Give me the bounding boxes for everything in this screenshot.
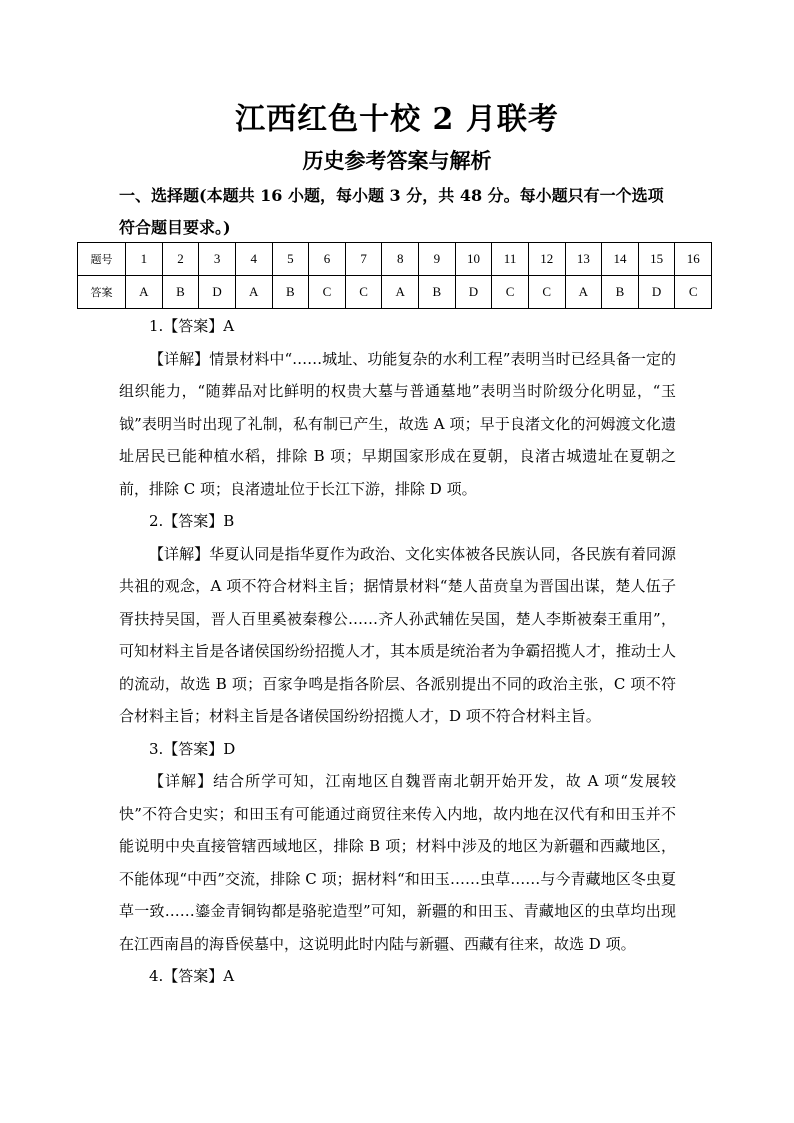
answer-cell: B — [272, 276, 309, 309]
answer-cell: C — [309, 276, 346, 309]
question-number-cell: 7 — [345, 243, 382, 276]
answer-cell: B — [602, 276, 639, 309]
answer-cell: D — [638, 276, 675, 309]
question-number-cell: 13 — [565, 243, 602, 276]
question-number-cell: 15 — [638, 243, 675, 276]
question-number-cell: 12 — [528, 243, 565, 276]
item-1-answer: 1.【答案】A — [149, 317, 235, 335]
answer-cell: A — [126, 276, 163, 309]
answer-cell: C — [345, 276, 382, 309]
question-number-cell: 10 — [455, 243, 492, 276]
page-title: 江西红色十校 2 月联考 — [235, 102, 559, 137]
answer-table — [77, 242, 712, 309]
answer-cell: C — [675, 276, 712, 309]
question-number-cell: 3 — [199, 243, 236, 276]
answer-cell: B — [419, 276, 456, 309]
question-number-cell: 1 — [126, 243, 163, 276]
answer-explanations — [119, 310, 676, 993]
answer-cell: A — [235, 276, 272, 309]
answer-row — [78, 276, 712, 309]
question-number-cell: 6 — [309, 243, 346, 276]
question-number-cell: 11 — [492, 243, 529, 276]
row-label-answer: 答案 — [78, 276, 126, 309]
question-number-cell: 14 — [602, 243, 639, 276]
section-heading: 一、选择题(本题共 16 小题，每小题 3 分，共 48 分。每小题只有一个选项符合题目要求。) — [119, 186, 664, 237]
answer-cell: A — [382, 276, 419, 309]
item-3-detail: 【详解】结合所学可知，江南地区自魏晋南北朝开始开发，故 A 项“发展较快”不符合史实；和田玉有可能通过商贸往来传入内地，故内地在汉代有和田玉并不能说明中央直接管辖西域地区，排除 B 项；材料中涉及的地区为新疆和西藏地区，不能体现“中西”交流，排除 C 项；据材料“和田玉……虫草……与今青藏地区冬虫夏草一致……鎏金青铜钩都是骆驼造型”可知，新疆的和田玉、青藏地区的虫草均出现在江西南昌的海昏侯墓中，这说明此时内陆与新疆、西藏有往来，故选 D 项。 — [119, 772, 676, 953]
question-number-row — [78, 243, 712, 276]
question-number-cell: 9 — [419, 243, 456, 276]
answer-cell: D — [199, 276, 236, 309]
item-2-detail: 【详解】华夏认同是指华夏作为政治、文化实体被各民族认同，各民族有着同源共祖的观念，A 项不符合材料主旨；据情景材料“楚人苗贲皇为晋国出谋，楚人伍子胥扶持吴国，晋人百里奚被秦穆公……齐人孙武辅佐吴国，楚人李斯被秦王重用”，可知材料主旨是各诸侯国纷纷招揽人才，其本质是统治者为争霸招揽人才，推动士人的流动，故选 B 项；百家争鸣是指各阶层、各派别提出不同的政治主张，C 项不符合材料主旨；材料主旨是各诸侯国纷纷招揽人才，D 项不符合材料主旨。 — [119, 544, 676, 725]
item-1-detail: 【详解】情景材料中“……城址、功能复杂的水利工程”表明当时已经具备一定的组织能力，“随葬品对比鲜明的权贵大墓与普通墓地”表明当时阶级分化明显，“玉钺”表明当时出现了礼制，私有制已产生，故选 A 项；早于良渚文化的河姆渡文化遗址居民已能种植水稻，排除 B 项；早期国家形成在夏朝，良渚古城遗址在夏朝之前，排除 C 项；良渚遗址位于长江下游，排除 D 项。 — [119, 349, 676, 498]
answer-cell: B — [162, 276, 199, 309]
answer-cell: C — [528, 276, 565, 309]
question-number-cell: 16 — [675, 243, 712, 276]
answer-cell: C — [492, 276, 529, 309]
item-3-answer: 3.【答案】D — [149, 739, 236, 758]
item-2-answer: 2.【答案】B — [149, 512, 235, 530]
page-subtitle: 历史参考答案与解析 — [302, 148, 492, 173]
question-number-cell: 5 — [272, 243, 309, 276]
answer-cell: D — [455, 276, 492, 309]
item-4-answer: 4.【答案】A — [149, 967, 235, 985]
question-number-cell: 2 — [162, 243, 199, 276]
question-number-cell: 8 — [382, 243, 419, 276]
row-label-question-number: 题号 — [78, 243, 126, 276]
question-number-cell: 4 — [235, 243, 272, 276]
answer-cell: A — [565, 276, 602, 309]
